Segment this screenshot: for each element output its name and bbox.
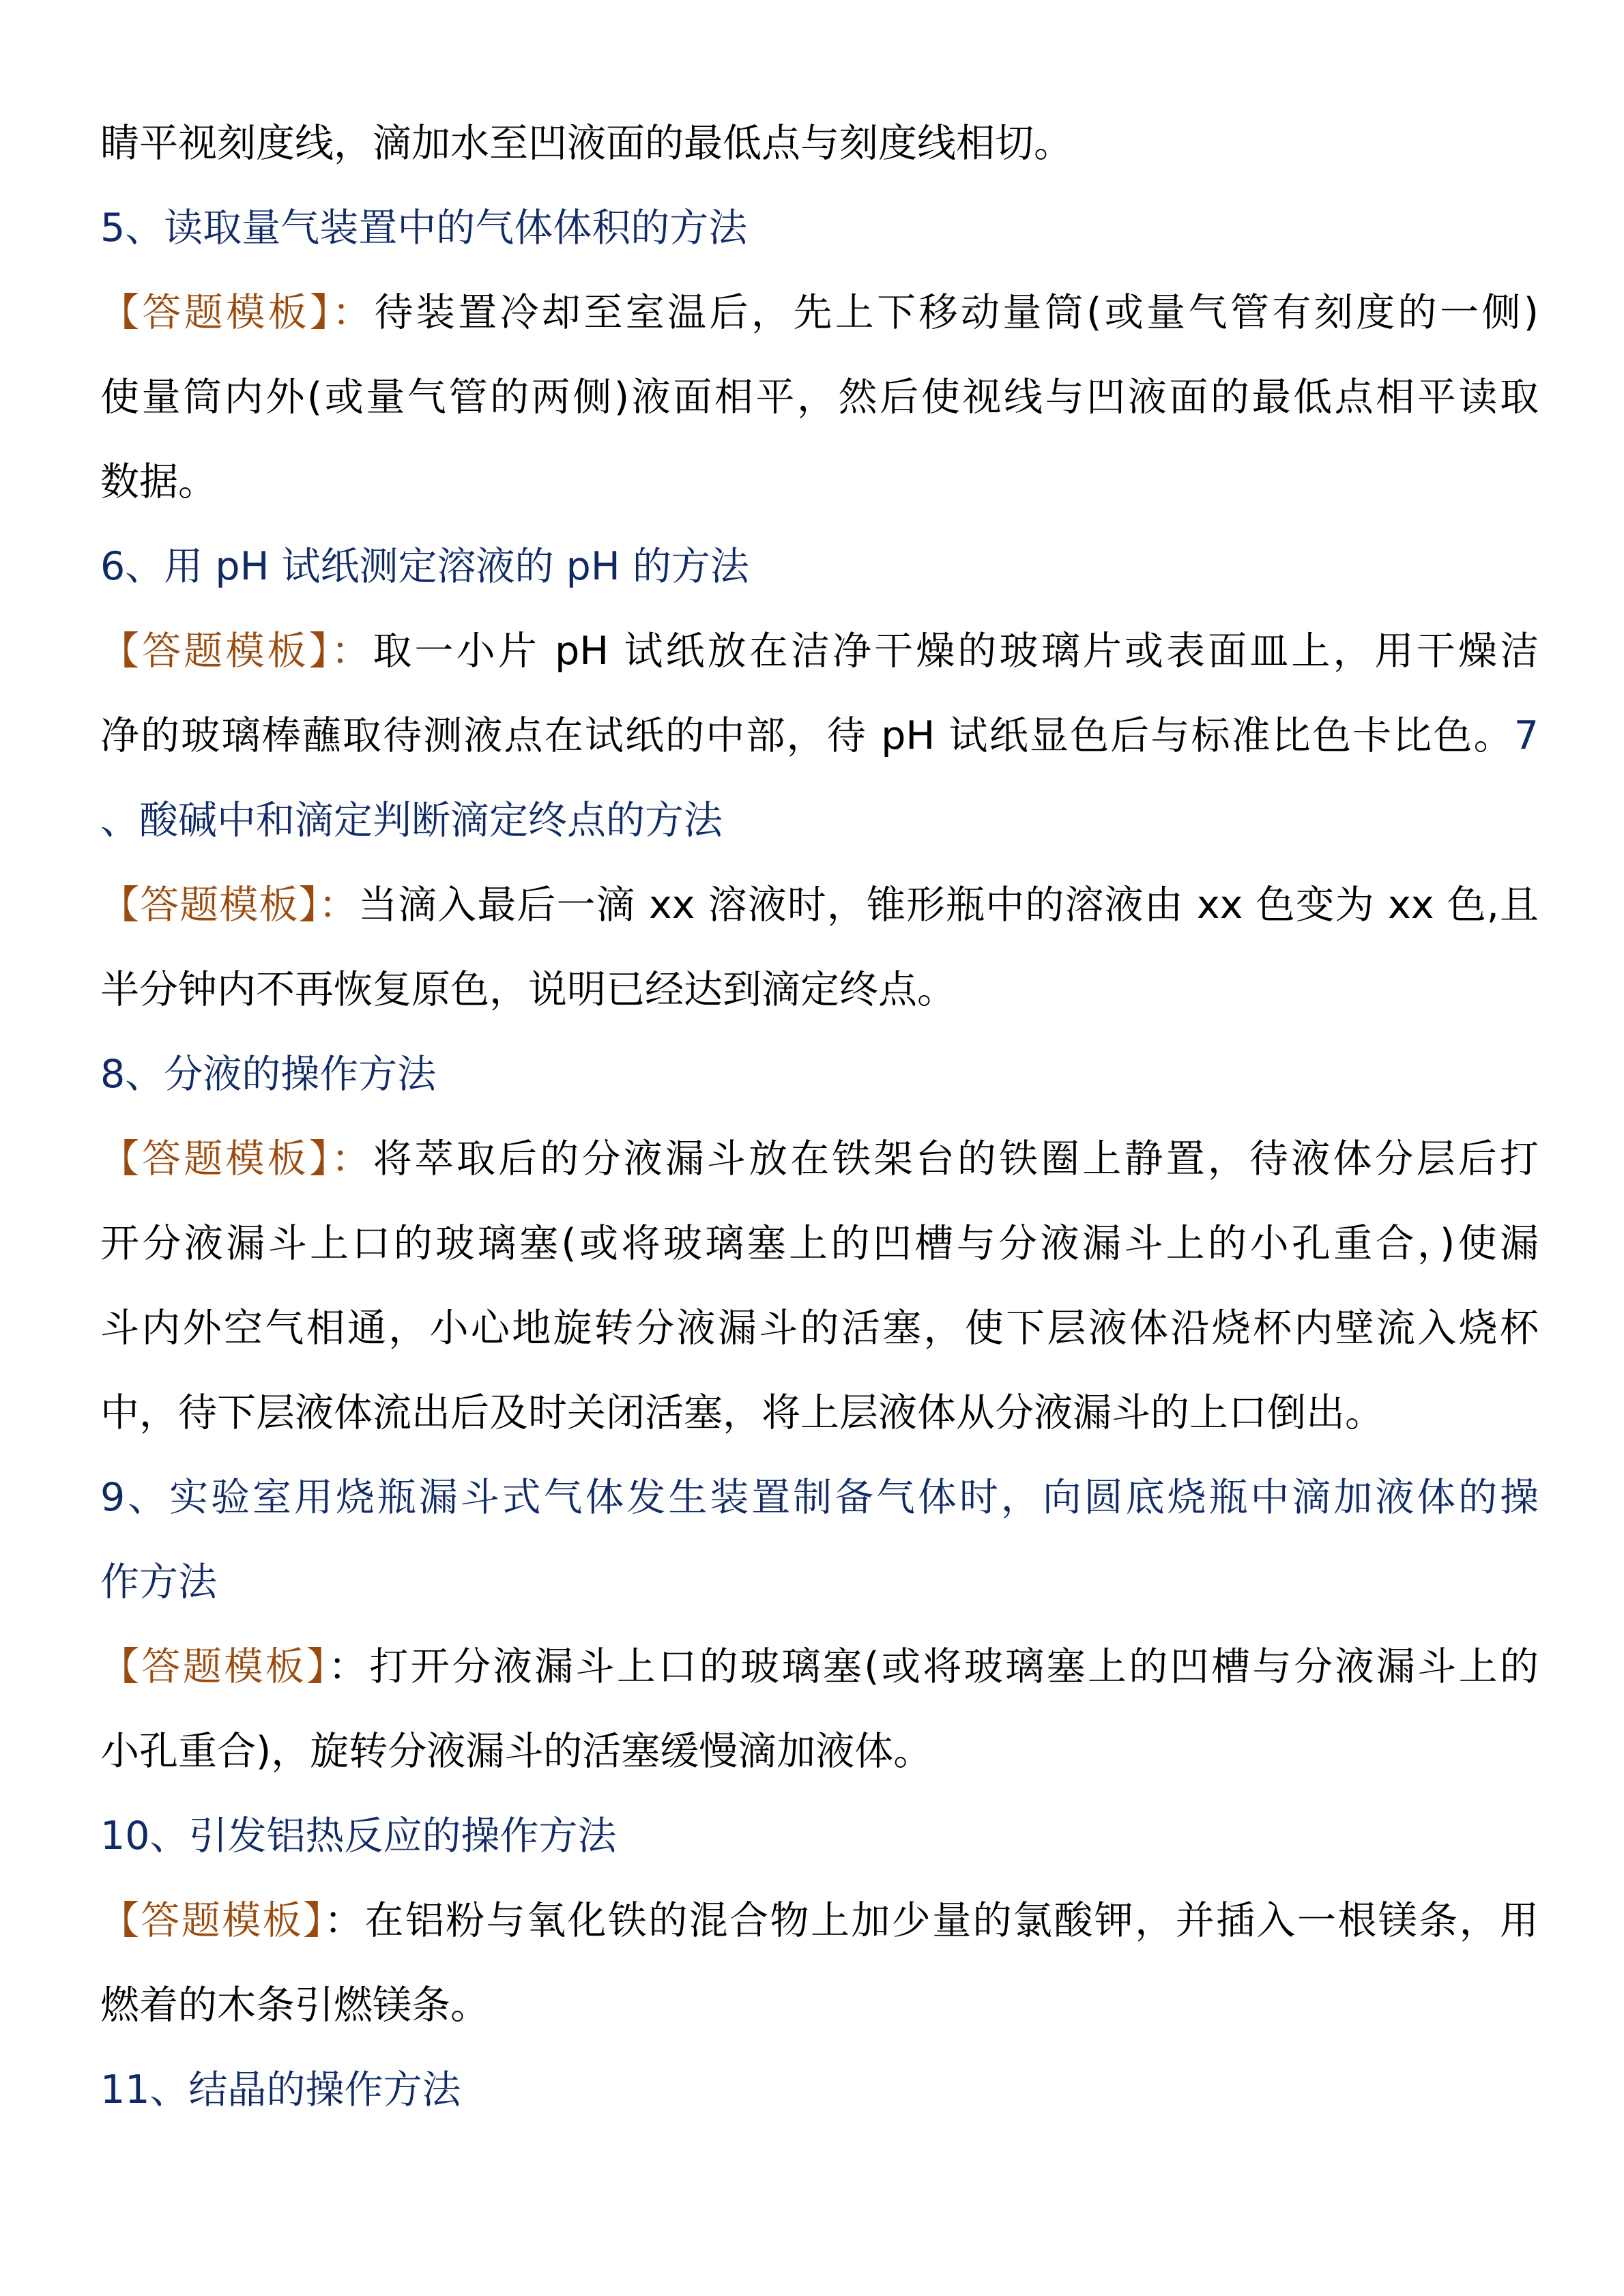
body-text: 半分钟内不再恢复原色，说明已经达到滴定终点。 xyxy=(100,967,956,1012)
text-line xyxy=(100,1371,1539,1455)
text-line xyxy=(100,2048,1539,2132)
body-text: 燃着的木条引燃镁条。 xyxy=(100,1983,489,2028)
text-line xyxy=(100,1963,1539,2048)
answer-template-label: 【答题模板】： xyxy=(100,1136,373,1181)
answer-template-label: 【答题模板】： xyxy=(100,629,373,674)
text-line xyxy=(100,863,1539,947)
body-text: 取一小片 pH 试纸放在洁净干燥的玻璃片或表面皿上，用干燥洁 xyxy=(373,629,1539,674)
body-text: 数据。 xyxy=(100,459,217,504)
answer-template-label: 【答题模板】： xyxy=(100,290,375,335)
body-text: 当滴入最后一滴 xx 溶液时，锥形瓶中的溶液由 xx 色变为 xx 色,且 xyxy=(358,882,1539,928)
section-heading: 8、分液的操作方法 xyxy=(100,1052,437,1097)
body-text: 中，待下层液体流出后及时关闭活塞，将上层液体从分液漏斗的上口倒出。 xyxy=(100,1390,1384,1435)
body-text: 睛平视刻度线，滴加水至凹液面的最低点与刻度线相切。 xyxy=(100,121,1073,166)
text-line xyxy=(100,270,1539,355)
body-text: ：在铝粉与氧化铁的混合物上加少量的氯酸钾，并插入一根镁条，用 xyxy=(324,1898,1539,1943)
text-line xyxy=(100,1624,1539,1709)
body-text: 净的玻璃棒蘸取待测液点在试纸的中部，待 pH 试纸显色后与标准比色卡比色。 xyxy=(100,713,1514,758)
body-text: 待装置冷却至室温后，先上下移动量筒(或量气管有刻度的一侧) xyxy=(374,290,1539,335)
text-line xyxy=(100,1286,1539,1371)
text-line xyxy=(100,1540,1539,1624)
text-line xyxy=(100,1878,1539,1963)
section-heading: 11、结晶的操作方法 xyxy=(100,2067,461,2112)
text-line xyxy=(100,101,1539,186)
text-line xyxy=(100,778,1539,863)
body-text: 将萃取后的分液漏斗放在铁架台的铁圈上静置，待液体分层后打 xyxy=(373,1136,1539,1181)
document-page xyxy=(100,101,1539,2132)
body-text: 开分液漏斗上口的玻璃塞(或将玻璃塞上的凹槽与分液漏斗上的小孔重合，)使漏 xyxy=(100,1221,1539,1266)
body-text: 斗内外空气相通，小心地旋转分液漏斗的活塞，使下层液体沿烧杯内壁流入烧杯 xyxy=(100,1306,1539,1351)
text-line xyxy=(100,440,1539,524)
text-line xyxy=(100,1117,1539,1201)
body-text: ：打开分液漏斗上口的玻璃塞(或将玻璃塞上的凹槽与分液漏斗上的 xyxy=(328,1644,1539,1689)
section-heading: 、酸碱中和滴定判断滴定终点的方法 xyxy=(100,798,723,843)
text-line xyxy=(100,355,1539,440)
text-line xyxy=(100,1201,1539,1286)
text-line xyxy=(100,609,1539,693)
text-line xyxy=(100,524,1539,609)
section-heading: 6、用 pH 试纸测定溶液的 pH 的方法 xyxy=(100,544,749,589)
section-heading: 7 xyxy=(1513,713,1539,758)
body-text: 小孔重合)，旋转分液漏斗的活塞缓慢滴加液体。 xyxy=(100,1729,933,1774)
text-line xyxy=(100,1794,1539,1878)
body-text: 使量筒内外(或量气管的两侧)液面相平，然后使视线与凹液面的最低点相平读取 xyxy=(100,375,1539,420)
section-heading: 10、引发铝热反应的操作方法 xyxy=(100,1813,617,1859)
section-heading: 作方法 xyxy=(100,1560,217,1605)
text-line xyxy=(100,1032,1539,1117)
answer-template-label: 【答题模板】 xyxy=(100,1644,328,1689)
section-heading: 9、实验室用烧瓶漏斗式气体发生装置制备气体时，向圆底烧瓶中滴加液体的操 xyxy=(100,1475,1539,1520)
text-line xyxy=(100,693,1539,778)
text-line xyxy=(100,947,1539,1032)
text-line xyxy=(100,1455,1539,1540)
answer-template-label: 【答题模板】 xyxy=(100,1898,324,1943)
answer-template-label: 【答题模板】： xyxy=(100,882,359,928)
section-heading: 5、读取量气装置中的气体体积的方法 xyxy=(100,205,748,250)
text-line xyxy=(100,1709,1539,1794)
text-line xyxy=(100,186,1539,270)
